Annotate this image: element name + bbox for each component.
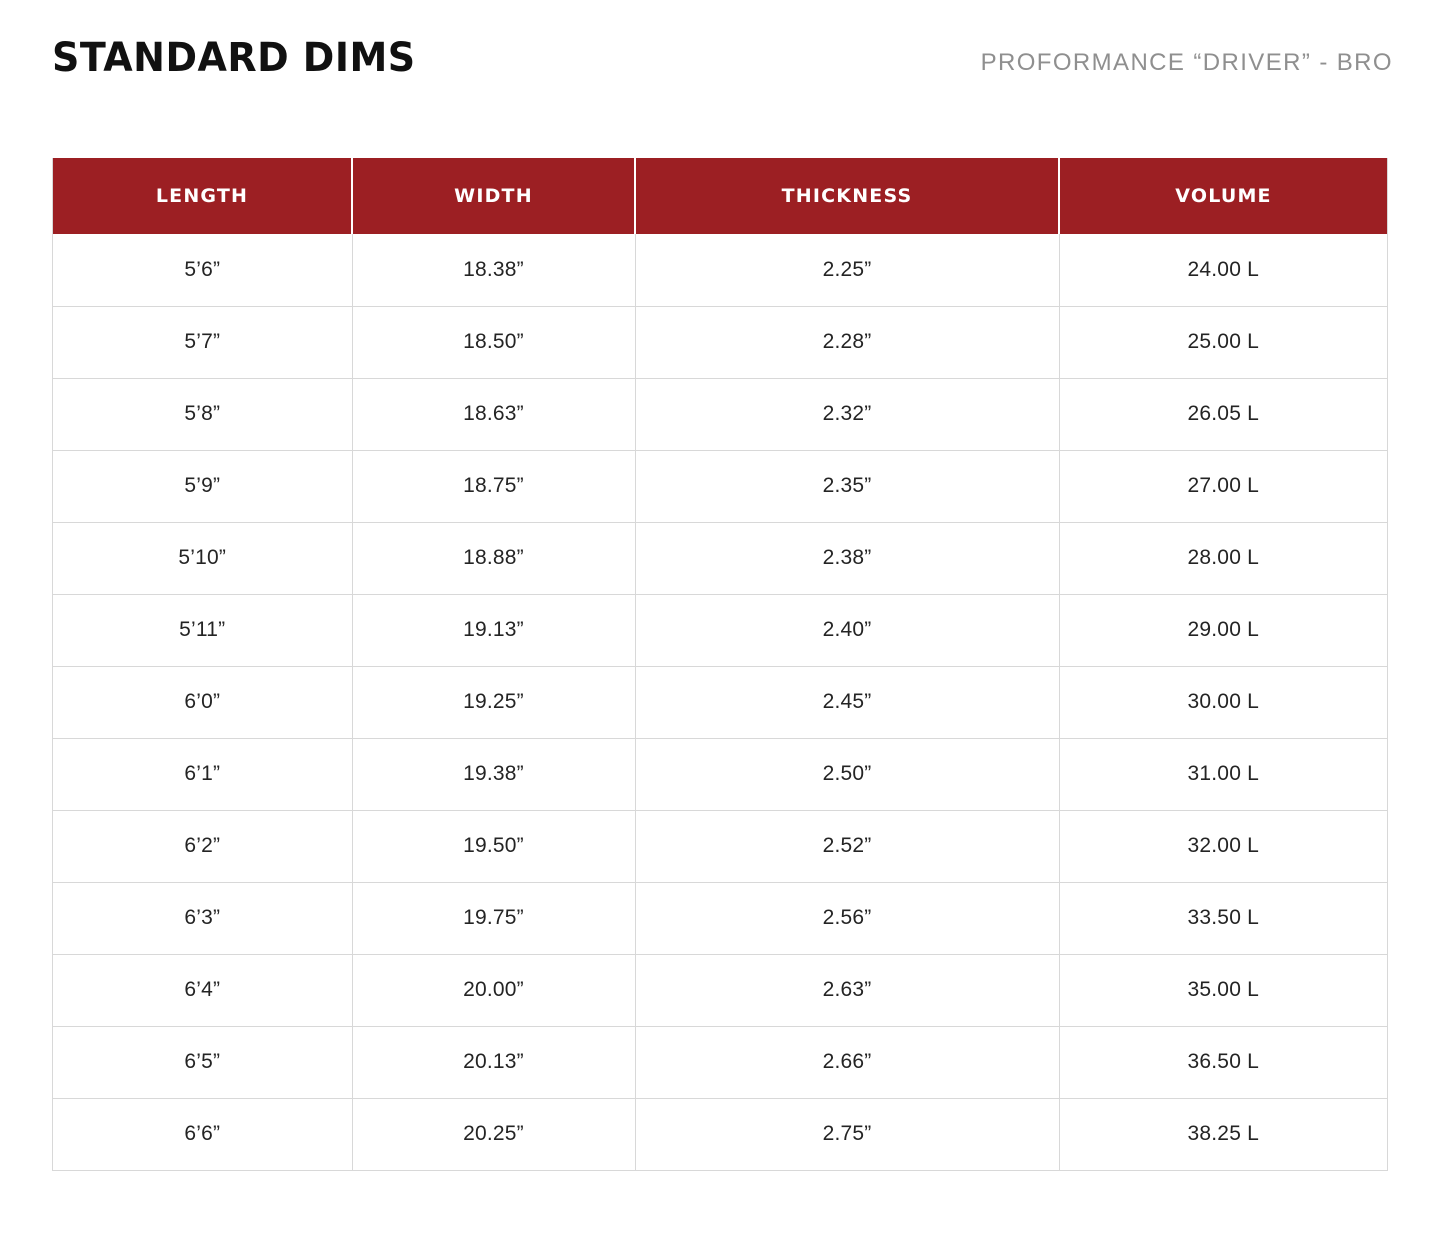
cell-thickness: 2.28” xyxy=(635,306,1059,378)
cell-volume: 31.00 L xyxy=(1059,738,1387,810)
cell-width: 20.00” xyxy=(352,954,635,1026)
cell-length: 5’6” xyxy=(53,234,352,306)
cell-thickness: 2.25” xyxy=(635,234,1059,306)
cell-width: 20.25” xyxy=(352,1098,635,1170)
page-header xyxy=(52,0,1393,81)
table-row xyxy=(53,882,1387,954)
cell-thickness: 2.56” xyxy=(635,882,1059,954)
cell-width: 19.50” xyxy=(352,810,635,882)
cell-thickness: 2.40” xyxy=(635,594,1059,666)
cell-thickness: 2.35” xyxy=(635,450,1059,522)
column-header-thickness: THICKNESS xyxy=(635,158,1059,234)
cell-volume: 26.05 L xyxy=(1059,378,1387,450)
cell-length: 6’4” xyxy=(53,954,352,1026)
table-header-row xyxy=(53,158,1387,234)
cell-width: 19.25” xyxy=(352,666,635,738)
column-header-volume: VOLUME xyxy=(1059,158,1387,234)
cell-width: 19.13” xyxy=(352,594,635,666)
cell-volume: 36.50 L xyxy=(1059,1026,1387,1098)
cell-thickness: 2.50” xyxy=(635,738,1059,810)
cell-thickness: 2.52” xyxy=(635,810,1059,882)
cell-length: 6’0” xyxy=(53,666,352,738)
table-row xyxy=(53,1098,1387,1170)
table-row xyxy=(53,378,1387,450)
table-row xyxy=(53,738,1387,810)
cell-volume: 28.00 L xyxy=(1059,522,1387,594)
cell-width: 20.13” xyxy=(352,1026,635,1098)
column-header-width: WIDTH xyxy=(352,158,635,234)
table-row xyxy=(53,234,1387,306)
cell-thickness: 2.38” xyxy=(635,522,1059,594)
cell-width: 18.50” xyxy=(352,306,635,378)
cell-volume: 32.00 L xyxy=(1059,810,1387,882)
table-row xyxy=(53,450,1387,522)
table-row xyxy=(53,306,1387,378)
page-title: STANDARD DIMS xyxy=(52,35,416,81)
model-label: PROFORMANCE “DRIVER” - BRO xyxy=(980,49,1393,76)
table-row xyxy=(53,666,1387,738)
table-body xyxy=(53,234,1387,1170)
cell-length: 6’1” xyxy=(53,738,352,810)
cell-width: 18.63” xyxy=(352,378,635,450)
dimensions-table xyxy=(53,158,1387,1170)
cell-volume: 35.00 L xyxy=(1059,954,1387,1026)
cell-length: 6’5” xyxy=(53,1026,352,1098)
cell-width: 19.38” xyxy=(352,738,635,810)
cell-thickness: 2.75” xyxy=(635,1098,1059,1170)
cell-width: 18.38” xyxy=(352,234,635,306)
cell-length: 5’11” xyxy=(53,594,352,666)
cell-volume: 29.00 L xyxy=(1059,594,1387,666)
cell-width: 18.88” xyxy=(352,522,635,594)
cell-volume: 33.50 L xyxy=(1059,882,1387,954)
cell-width: 19.75” xyxy=(352,882,635,954)
cell-length: 5’8” xyxy=(53,378,352,450)
table-row xyxy=(53,954,1387,1026)
cell-width: 18.75” xyxy=(352,450,635,522)
column-header-length: LENGTH xyxy=(53,158,352,234)
cell-length: 6’6” xyxy=(53,1098,352,1170)
table-row xyxy=(53,522,1387,594)
cell-thickness: 2.63” xyxy=(635,954,1059,1026)
table-row xyxy=(53,1026,1387,1098)
cell-thickness: 2.66” xyxy=(635,1026,1059,1098)
cell-length: 5’7” xyxy=(53,306,352,378)
cell-length: 5’9” xyxy=(53,450,352,522)
cell-volume: 27.00 L xyxy=(1059,450,1387,522)
cell-volume: 30.00 L xyxy=(1059,666,1387,738)
cell-volume: 24.00 L xyxy=(1059,234,1387,306)
cell-length: 5’10” xyxy=(53,522,352,594)
cell-volume: 38.25 L xyxy=(1187,1122,1259,1146)
cell-length: 6’2” xyxy=(53,810,352,882)
dimensions-table-wrap xyxy=(52,158,1388,1171)
cell-thickness: 2.32” xyxy=(635,378,1059,450)
table-row xyxy=(53,810,1387,882)
cell-length: 6’3” xyxy=(53,882,352,954)
cell-thickness: 2.45” xyxy=(635,666,1059,738)
cell-volume: 25.00 L xyxy=(1059,306,1387,378)
table-row xyxy=(53,594,1387,666)
